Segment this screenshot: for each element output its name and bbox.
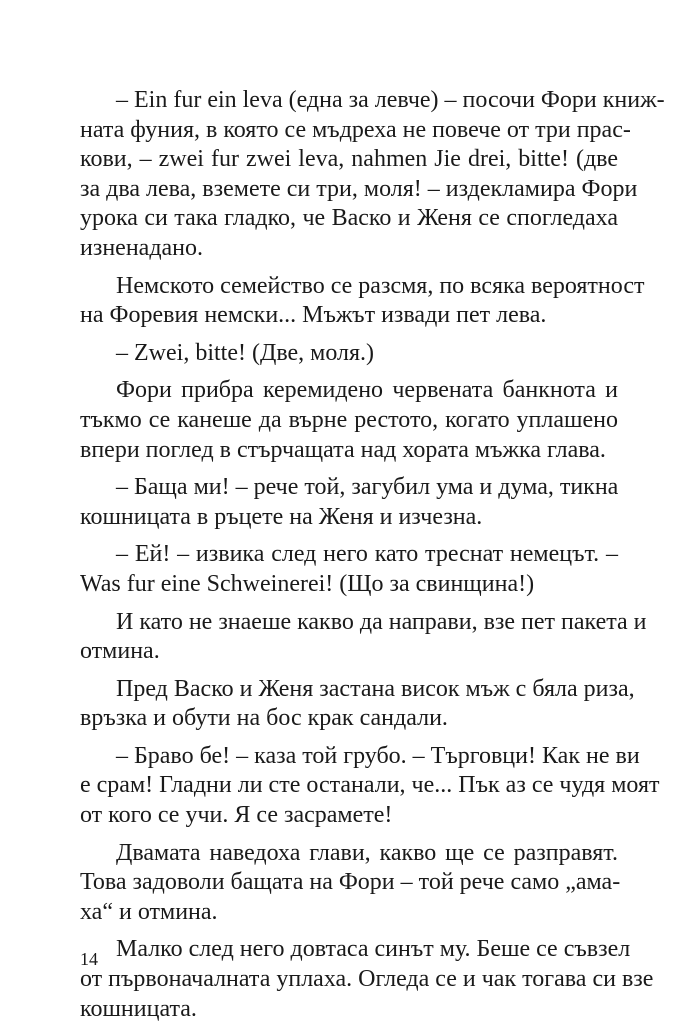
paragraph	[80, 473, 618, 532]
text-line: от първоначалната уплаха. Огледа се и чак тогава си взе	[80, 966, 654, 993]
text-line: за два лева, вземете си три, моля! – издекламира Фори	[80, 175, 638, 202]
text-line: – Ein fur ein leva (една за левче) – посочи Фори книж-	[116, 87, 665, 113]
paragraph	[80, 272, 645, 331]
paragraph	[80, 86, 665, 264]
text-line: е срам! Гладни ли сте останали, че... Пък аз се чудя моят	[80, 772, 660, 799]
text-line: кошницата.	[80, 995, 197, 1022]
text-line: от кого се учи. Я се засрамете!	[80, 802, 393, 829]
text-line: – Zwei, bitte! (Две, моля.)	[116, 339, 375, 366]
paragraph	[80, 608, 647, 667]
text-line: Двамата наведоха глави, какво ще се разправят.	[116, 839, 618, 866]
text-line: връзка и обути на бос крак сандали.	[80, 705, 448, 732]
text-line: Това задоволи бащата на Фори – той рече само „ама-	[80, 869, 621, 896]
text-line: Фори прибра керемидено червената банкнота и	[116, 377, 618, 404]
body-text	[80, 86, 665, 1032]
paragraph	[80, 935, 654, 1024]
text-line: Малко след него довтаса синът му. Беше се съвзел	[116, 936, 631, 963]
text-line: впери поглед в стърчащата над хората мъжка глава.	[80, 436, 606, 463]
page-number: 14	[80, 949, 98, 969]
text-line: кови, – zwei fur zwei leva, nahmen Jie drei, bitte! (две	[80, 146, 618, 173]
paragraph	[80, 675, 635, 734]
text-line: – Браво бе! – каза той грубо. – Търговци! Как не ви	[116, 742, 640, 769]
text-line: ната фуния, в която се мъдреха не повече от три прас-	[80, 116, 631, 143]
text-line: Немското семейство се разсмя, по всяка вероятност	[116, 272, 645, 299]
text-line: отмина.	[80, 638, 160, 665]
text-line: тъкмо се канеше да върне рестото, когато уплашено	[80, 406, 618, 433]
paragraph	[80, 339, 618, 369]
text-line: Пред Васко и Женя застана висок мъж с бяла риза,	[116, 675, 635, 702]
paragraph	[80, 376, 618, 465]
text-line: Was fur eine Schweinerei! (Що за свинщина!)	[80, 570, 535, 597]
text-line: урока си така гладко, че Васко и Женя се спогледаха	[80, 205, 618, 232]
text-line: кошницата в ръцете на Женя и изчезна.	[80, 503, 483, 530]
paragraph	[80, 839, 621, 928]
text-line: на Форевия немски... Мъжът извади пет лева.	[80, 302, 547, 329]
paragraph	[80, 540, 618, 599]
text-line: ха“ и отмина.	[80, 898, 218, 925]
text-line: И като не знаеше какво да направи, взе пет пакета и	[116, 608, 647, 635]
paragraph	[80, 742, 660, 831]
text-line: изненадано.	[80, 234, 204, 261]
text-line: – Ей! – извика след него като треснат немецът. –	[116, 541, 618, 568]
text-line: – Баща ми! – рече той, загубил ума и дума, тикна	[116, 474, 619, 501]
